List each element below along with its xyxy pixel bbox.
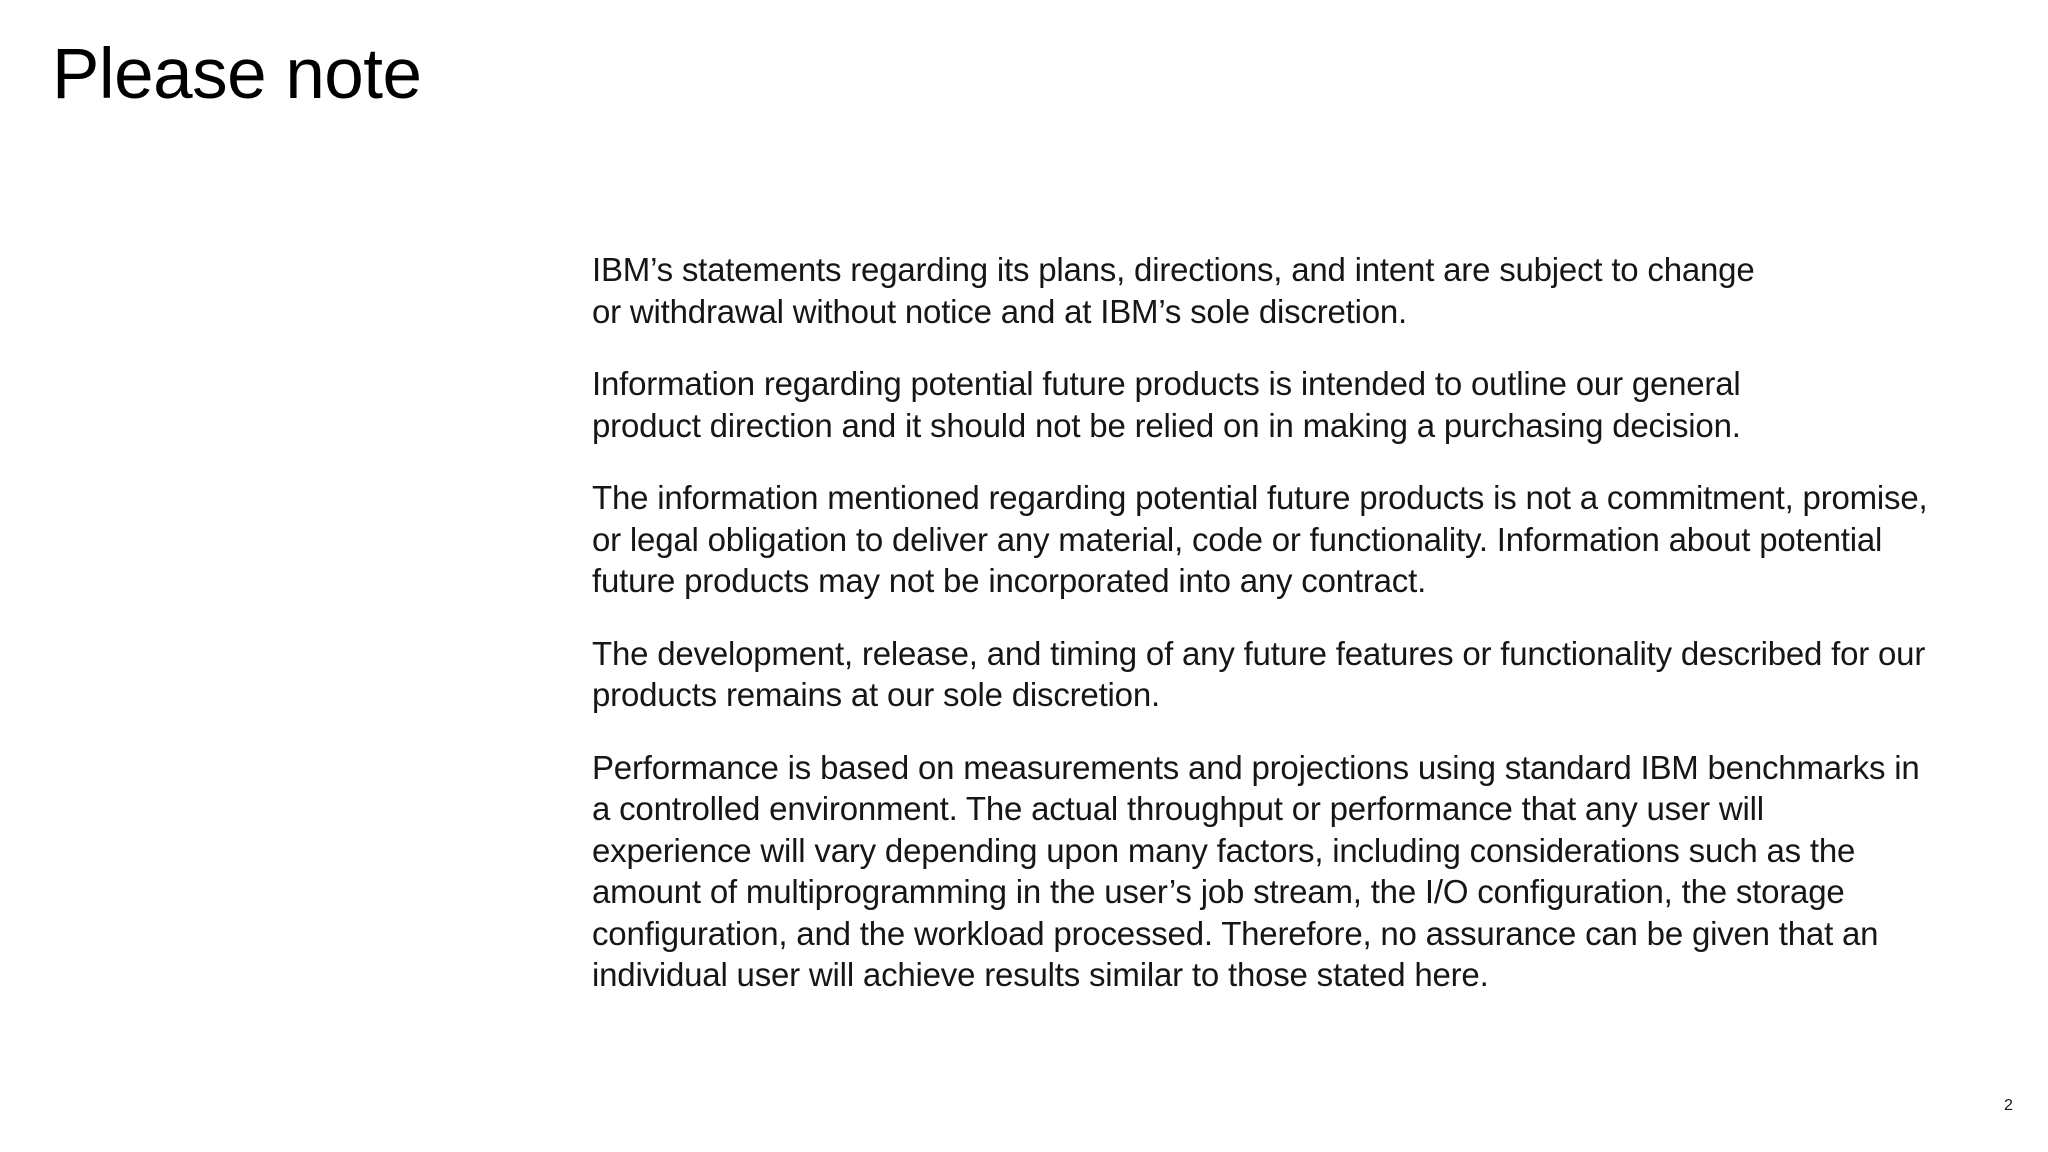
paragraph-line: The development, release, and timing of any future features or functionality described for our [592,634,1926,672]
paragraph-line: or legal obligation to deliver any material, code or functionality. Information about potential [592,520,1883,558]
paragraph-line: or withdrawal without notice and at IBM’s sole discretion. [592,292,1408,330]
disclaimer-paragraph [592,633,2022,716]
paragraph-line: product direction and it should not be relied on in making a purchasing decision. [592,406,1741,444]
disclaimer-paragraph [592,249,2022,332]
paragraph-line: amount of multiprogramming in the user’s job stream, the I/O configuration, the storage [592,873,1845,910]
paragraph-line: a controlled environment. The actual throughput or performance that any user will [592,790,1764,827]
paragraph-line: configuration, and the workload processed. Therefore, no assurance can be given that an [592,914,1879,952]
paragraph-line: products remains at our sole discretion. [592,676,1160,713]
paragraph-line: experience will vary depending upon many factors, including considerations such as the [592,831,1856,869]
paragraph-line: IBM’s statements regarding its plans, directions, and intent are subject to change [592,251,1755,288]
paragraph-line: The information mentioned regarding potential future products is not a commitment, promise, [592,479,1928,516]
page-number: 2 [2004,1097,2013,1114]
disclaimer-paragraph [592,477,2022,602]
disclaimer-paragraph [592,363,2022,446]
disclaimer-paragraph [592,747,2022,996]
paragraph-line: individual user will achieve results similar to those stated here. [592,956,1489,993]
disclaimer-body [592,249,2022,1027]
paragraph-line: future products may not be incorporated into any contract. [592,562,1427,599]
paragraph-line: Information regarding potential future products is intended to outline our general [592,365,1741,402]
slide-title: Please note [52,35,422,114]
paragraph-line: Performance is based on measurements and projections using standard IBM benchmarks in [592,748,1920,786]
